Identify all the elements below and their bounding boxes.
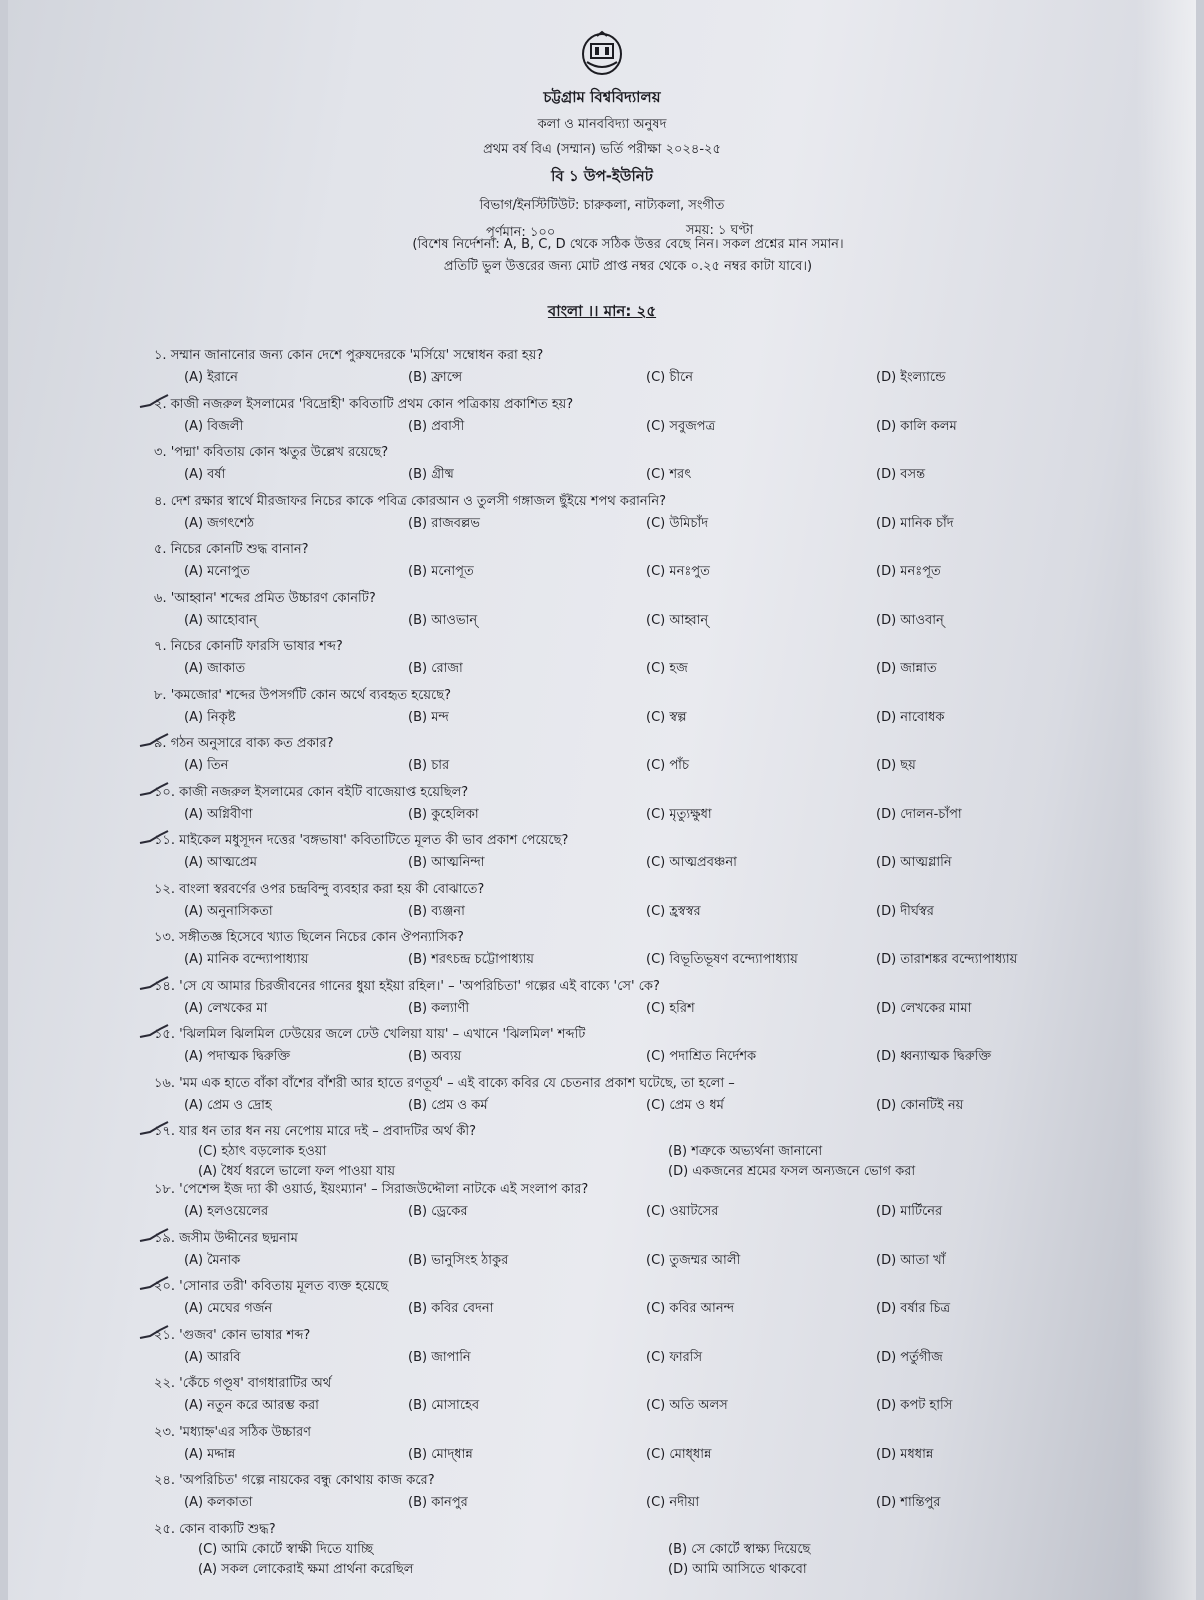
option-a: (A) আহোবান্ <box>184 612 257 628</box>
option-d: (D) জান্নাত <box>876 661 937 676</box>
option-b: (B) গ্রীষ্ম <box>408 467 454 482</box>
option-d: (D) ছয় <box>876 758 916 773</box>
question-item <box>8 880 1196 929</box>
question-item <box>8 443 1196 492</box>
instruction-line: (বিশেষ নির্দেশনা: A, B, C, D থেকে সঠিক উত্তর বেছে নিন। সকল প্রশ্নের মান সমান। <box>412 237 844 252</box>
option-d: (D) কোনটিই নয় <box>876 1097 964 1113</box>
pen-check-mark-icon <box>138 827 170 851</box>
section-heading: বাংলা ।। মান: ২৫ <box>547 302 657 320</box>
option-d: (D) আওবান্ <box>876 612 944 628</box>
option-a: (A) আরবি <box>184 1349 241 1365</box>
question-item <box>8 540 1196 589</box>
departments: বিভাগ/ইনস্টিটিউট: চারুকলা, নাট্যকলা, সংগীত <box>479 198 725 213</box>
option-b: (B) কল্যাণী <box>408 1000 470 1016</box>
option-a: (A) সকল লোকেরাই ক্ষমা প্রার্থনা করেছিল <box>198 1561 414 1577</box>
option-a: (A) মদ্দান্ন <box>184 1446 236 1462</box>
option-a: (A) জাকাত <box>184 661 246 676</box>
option-b: (B) ভানুসিংহ ঠাকুর <box>408 1252 509 1268</box>
question-text: ৮. 'কমজোর' শব্দের উপসর্গটি কোন অর্থে ব্যবহৃত হয়েছে? <box>154 687 452 703</box>
option-a: (A) অগ্নিবীণা <box>184 806 253 822</box>
option-a: (A) জগৎশেঠ <box>184 515 255 531</box>
option-d: (D) শান্তিপুর <box>876 1495 941 1510</box>
question-text: ৪. দেশ রক্ষার স্বার্থে মীরজাফর নিচের কাকে পবিত্র কোরআন ও তুলসী গঙ্গাজল ছুঁইয়ে শপথ করাননি? <box>154 493 667 509</box>
option-d: (D) নাবোধক <box>876 709 945 725</box>
university-logo-icon <box>579 30 625 76</box>
exam-header <box>8 30 1196 243</box>
option-a: (A) প্রেম ও দ্রোহ <box>184 1097 272 1113</box>
question-text: ১৯. জসীম উদ্দীনের ছদ্মনাম <box>154 1230 298 1246</box>
question-item <box>8 1122 1196 1180</box>
option-c: (C) বিভূতিভূষণ বন্দ্যোপাধ্যায় <box>646 952 798 967</box>
question-text: ২১. 'গুজব' কোন ভাষার শব্দ? <box>154 1327 311 1343</box>
exam-paper <box>8 0 1196 1600</box>
option-b: (B) রাজবল্লভ <box>408 515 480 531</box>
pen-check-mark-icon <box>138 973 170 997</box>
option-c: (C) নদীয়া <box>646 1495 700 1510</box>
option-c: (C) হ্রস্বস্বর <box>646 903 701 919</box>
option-c: (C) কবির আনন্দ <box>646 1301 735 1316</box>
question-text: ৫. নিচের কোনটি শুদ্ধ বানান? <box>154 542 309 557</box>
option-c: (C) ওয়াটসের <box>646 1204 719 1219</box>
exam-title: প্রথম বর্ষ বিএ (সম্মান) ভর্তি পরীক্ষা ২০২৪-২৫ <box>483 142 721 157</box>
pen-check-mark-icon <box>138 1118 170 1142</box>
question-item <box>8 1025 1196 1074</box>
option-c: (C) আত্মপ্রবঞ্চনা <box>646 855 737 870</box>
option-d: (D) একজনের শ্রমের ফসল অন্যজনে ভোগ করা <box>668 1164 916 1179</box>
instruction-line: প্রতিটি ভুল উত্তরের জন্য মোট প্রাপ্ত নম্বর থেকে ০.২৫ নম্বর কাটা যাবে।) <box>443 259 813 274</box>
question-text: ১৬. 'মম এক হাতে বাঁকা বাঁশের বাঁশরী আর হাতে রণতূর্য' – এই বাক্যে কবির যে চেতনার প্রকাশ ঘটেছে, তা হলো – <box>154 1075 735 1091</box>
option-a: (A) মনোপুত <box>184 564 250 579</box>
option-a: (A) মেঘের গর্জন <box>184 1301 273 1316</box>
option-b: (B) চার <box>408 758 450 773</box>
special-instructions <box>348 234 908 278</box>
question-list <box>8 346 1196 1578</box>
question-text: ২২. 'কেঁচে গণ্ডূষ' বাগধারাটির অর্থ <box>154 1376 332 1391</box>
option-d: (D) মনঃপূত <box>876 564 941 579</box>
option-c: (C) অতি অলস <box>646 1398 728 1413</box>
option-c: (C) আহ্বান্ <box>646 612 709 628</box>
pen-check-mark-icon <box>138 1273 170 1297</box>
question-text: ২৪. 'অপরিচিত' গল্পে নায়কের বন্ধু কোথায় কাজ করে? <box>154 1473 435 1488</box>
pen-check-mark-icon <box>138 391 170 415</box>
option-b: (B) শরৎচন্দ্র চট্টোপাধ্যায় <box>408 952 534 967</box>
question-text: ৯. গঠন অনুসারে বাক্য কত প্রকার? <box>154 736 334 751</box>
question-text: ১৫. 'ঝিলমিল ঝিলমিল ঢেউয়ের জলে ঢেউ খেলিয়া যায়' – এখানে 'ঝিলমিল' শব্দটি <box>154 1027 586 1042</box>
option-a: (A) নতুন করে আরম্ভ করা <box>184 1398 319 1413</box>
option-c: (C) ফারসি <box>646 1349 703 1365</box>
question-item <box>8 492 1196 541</box>
question-item <box>8 1471 1196 1520</box>
question-text: ৩. 'পদ্মা' কবিতায় কোন ঋতুর উল্লেখ রয়েছে? <box>154 445 389 460</box>
pen-check-mark-icon <box>138 1021 170 1045</box>
option-a: (A) অনুনাসিকতা <box>184 903 273 919</box>
option-d: (D) ইংল্যান্ডে <box>876 370 946 385</box>
option-a: (A) বর্ষা <box>184 467 226 482</box>
option-b: (B) কানপুর <box>408 1495 468 1510</box>
option-b: (B) মন্দ <box>408 709 449 725</box>
option-b: (B) ব্যঞ্জনা <box>408 903 465 919</box>
faculty-name: কলা ও মানববিদ্যা অনুষদ <box>537 117 667 132</box>
option-c: (C) আমি কোর্টে স্বাক্ষী দিতে যাচ্ছি <box>198 1541 374 1557</box>
option-b: (B) ড্রেকের <box>408 1204 468 1219</box>
option-d: (D) মধধান্ন <box>876 1446 934 1462</box>
question-item <box>8 1326 1196 1375</box>
question-item <box>8 1277 1196 1326</box>
option-b: (B) মনোপূত <box>408 564 474 579</box>
option-c: (C) চীনে <box>646 370 694 385</box>
question-text: ১০. কাজী নজরুল ইসলামের কোন বইটি বাজেয়াপ্ত হয়েছিল? <box>154 784 469 800</box>
section-title <box>8 300 1196 325</box>
question-text: ১৩. সঙ্গীতজ্ঞ হিসেবে খ্যাত ছিলেন নিচের কোন ঔপন্যাসিক? <box>154 930 464 945</box>
option-b: (B) কুহেলিকা <box>408 806 479 822</box>
option-d: (D) লেখকের মামা <box>876 1000 972 1016</box>
option-b: (B) মোদ্‌ধান্ন <box>408 1446 473 1462</box>
option-a: (A) মৈনাক <box>184 1252 241 1268</box>
full-marks: পূর্ণমান: ১০০ <box>486 225 556 240</box>
option-b: (B) সে কোর্টে স্বাক্ষ্য দিয়েছে <box>668 1541 811 1557</box>
unit-title: বি ১ উপ-ইউনিট <box>551 167 653 185</box>
pen-check-mark-icon <box>138 1225 170 1249</box>
option-c: (C) হরিশ <box>646 1000 695 1016</box>
option-d: (D) মানিক চাঁদ <box>876 515 954 531</box>
option-a: (A) মানিক বন্দ্যোপাধ্যায় <box>184 952 309 967</box>
question-text: ১২. বাংলা স্বরবর্ণের ওপর চন্দ্রবিন্দু ব্যবহার করা হয় কী বোঝাতে? <box>154 881 485 897</box>
option-d: (D) দীর্ঘস্বর <box>876 903 934 919</box>
option-d: (D) ধ্বন্যাত্মক দ্বিরুক্তি <box>876 1049 992 1064</box>
option-b: (B) আত্মনিন্দা <box>408 855 485 870</box>
option-d: (D) বর্ষার চিত্র <box>876 1301 951 1316</box>
question-text: ১১. মাইকেল মধুসূদন দত্তের 'বঙ্গভাষা' কবিতাটিতে মূলত কী ভাব প্রকাশ পেয়েছে? <box>154 833 569 848</box>
question-item <box>8 783 1196 832</box>
question-item <box>8 977 1196 1026</box>
question-text: ১৪. 'সে যে আমার চিরজীবনের গানের ধুয়া হইয়া রহিল।' – 'অপরিচিতা' গল্পের এই বাক্যে 'সে' কে? <box>154 978 660 994</box>
option-d: (D) বসন্ত <box>876 467 926 482</box>
pen-check-mark-icon <box>138 730 170 754</box>
question-item <box>8 734 1196 783</box>
option-c: (C) মোধ্ধান্ন <box>646 1446 712 1462</box>
option-d: (D) আতা খাঁ <box>876 1252 946 1268</box>
option-a: (A) হলওয়েলের <box>184 1204 269 1219</box>
option-c: (C) পাঁচ <box>646 758 689 773</box>
option-a: (A) আত্মপ্রেম <box>184 855 258 870</box>
question-item <box>8 686 1196 735</box>
option-b: (B) অব্যয় <box>408 1049 462 1064</box>
option-b: (B) প্রেম ও কর্ম <box>408 1097 488 1113</box>
question-item <box>8 1374 1196 1423</box>
question-text: ২. কাজী নজরুল ইসলামের 'বিদ্রোহী' কবিতাটি প্রথম কোন পত্রিকায় প্রকাশিত হয়? <box>154 396 574 412</box>
option-a: (A) পদাত্মক দ্বিরুক্তি <box>184 1049 291 1064</box>
option-b: (B) শত্রুকে অভ্যর্থনা জানানো <box>668 1144 823 1159</box>
option-d: (D) আমি আসিতে থাকবো <box>668 1561 807 1577</box>
option-d: (D) আত্মগ্লানি <box>876 855 952 870</box>
option-c: (C) হঠাৎ বড়লোক হওয়া <box>198 1144 327 1159</box>
pen-check-mark-icon <box>138 779 170 803</box>
option-b: (B) জাপানি <box>408 1349 471 1365</box>
option-a: (A) লেখকের মা <box>184 1000 268 1016</box>
option-d: (D) কপট হাসি <box>876 1398 953 1413</box>
option-a: (A) বিজলী <box>184 418 244 434</box>
question-text: ২৩. 'মধ্যাহ্ন'এর সঠিক উচ্চারণ <box>154 1424 312 1440</box>
question-item <box>8 589 1196 638</box>
option-c: (C) মৃত্যুক্ষুধা <box>646 806 712 822</box>
question-text: ১. সম্মান জানানোর জন্য কোন দেশে পুরুষদেরকে 'মর্সিয়ে' সম্বোধন করা হয়? <box>154 348 544 363</box>
question-text: ৭. নিচের কোনটি ফারসি ভাষার শব্দ? <box>154 639 343 654</box>
option-a: (A) ধৈর্য ধরলে ভালো ফল পাওয়া যায় <box>198 1164 396 1179</box>
option-d: (D) দোলন-চাঁপা <box>876 806 962 822</box>
question-text: ১৮. 'পেশেন্স ইজ দ্যা কী ওয়ার্ড, ইয়ংম্যান' – সিরাজউদ্দৌলা নাটকে এই সংলাপ কার? <box>154 1182 589 1197</box>
question-item <box>8 1180 1196 1229</box>
question-text: ১৭. যার ধন তার ধন নয় নেপোয় মারে দই – প্রবাদটির অর্থ কী? <box>154 1124 477 1139</box>
option-d: (D) পর্তুগীজ <box>876 1349 943 1365</box>
option-b: (B) মোসাহেব <box>408 1398 480 1413</box>
question-item <box>8 346 1196 395</box>
question-item <box>8 831 1196 880</box>
exam-time: সময়: ১ ঘণ্টা <box>686 223 754 238</box>
option-d: (D) কালি কলম <box>876 418 957 434</box>
option-c: (C) স্বল্প <box>646 709 687 725</box>
pen-check-mark-icon <box>138 1322 170 1346</box>
question-item <box>8 928 1196 977</box>
option-b: (B) রোজা <box>408 661 463 676</box>
option-c: (C) প্রেম ও ধর্ম <box>646 1097 724 1113</box>
option-a: (A) নিকৃষ্ট <box>184 709 236 725</box>
option-c: (C) তুজম্মর আলী <box>646 1252 741 1268</box>
option-b: (B) আওভান্ <box>408 612 478 628</box>
option-a: (A) কলকাতা <box>184 1495 253 1510</box>
question-text: ২০. 'সোনার তরী' কবিতায় মূলত ব্যক্ত হয়েছে <box>154 1279 389 1294</box>
option-c: (C) সবুজপত্র <box>646 418 716 434</box>
option-b: (B) প্রবাসী <box>408 418 465 434</box>
question-item <box>8 395 1196 444</box>
question-item <box>8 637 1196 686</box>
question-text: ২৫. কোন বাক্যটি শুদ্ধ? <box>154 1521 276 1537</box>
question-item <box>8 1229 1196 1278</box>
option-b: (B) ফ্রান্সে <box>408 370 463 385</box>
question-item <box>8 1520 1196 1578</box>
question-item <box>8 1423 1196 1472</box>
question-item <box>8 1074 1196 1123</box>
option-d: (D) মার্টিনের <box>876 1204 943 1219</box>
option-c: (C) হজ <box>646 661 688 676</box>
option-a: (A) ইরানে <box>184 370 238 385</box>
option-c: (C) শরৎ <box>646 467 692 482</box>
option-b: (B) কবির বেদনা <box>408 1301 494 1316</box>
option-c: (C) উমিচাঁদ <box>646 515 709 531</box>
option-c: (C) মনঃপুত <box>646 564 710 579</box>
option-d: (D) তারাশঙ্কর বন্দ্যোপাধ্যায় <box>876 952 1018 967</box>
option-a: (A) তিন <box>184 758 229 773</box>
question-text: ৬. 'আহ্বান' শব্দের প্রমিত উচ্চারণ কোনটি? <box>154 590 376 606</box>
university-name: চট্টগ্রাম বিশ্ববিদ্যালয় <box>543 88 661 106</box>
option-c: (C) পদাশ্রিত নির্দেশক <box>646 1049 757 1064</box>
